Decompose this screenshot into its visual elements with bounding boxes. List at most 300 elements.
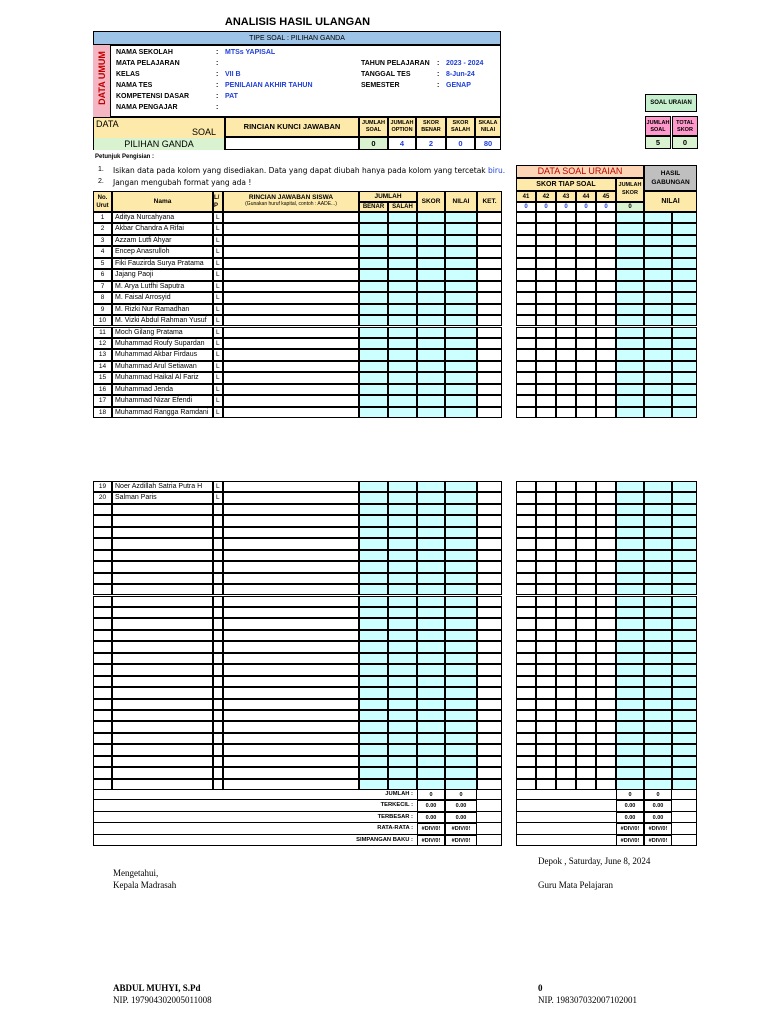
row-nama[interactable]: M. Rizki Nur Ramadhan	[112, 304, 213, 315]
row-nama[interactable]: M. Arya Lutfhi Saputra	[112, 281, 213, 292]
uraian-skor-input[interactable]	[596, 733, 616, 744]
uraian-skor-input[interactable]	[536, 372, 556, 383]
row-jawaban-input[interactable]	[223, 281, 359, 292]
row-jawaban-input[interactable]	[223, 618, 359, 629]
uraian-skor-input[interactable]	[556, 223, 576, 234]
uraian-skor-input[interactable]	[516, 573, 536, 584]
info-value[interactable]: GENAP	[446, 82, 471, 89]
uraian-skor-input[interactable]	[596, 653, 616, 664]
uraian-skor-input[interactable]	[596, 744, 616, 755]
row-lp[interactable]	[213, 584, 223, 595]
row-jawaban-input[interactable]	[223, 258, 359, 269]
row-lp[interactable]: L	[213, 349, 223, 360]
info-value[interactable]: 2023 - 2024	[446, 60, 484, 67]
uraian-skor-input[interactable]	[516, 618, 536, 629]
uraian-skor-input[interactable]	[576, 641, 596, 652]
uraian-skor-input[interactable]	[556, 676, 576, 687]
row-nama[interactable]	[112, 641, 213, 652]
row-lp[interactable]: L	[213, 212, 223, 223]
row-jawaban-input[interactable]	[223, 756, 359, 767]
pg-value[interactable]: 80	[475, 137, 501, 150]
uraian-skor-input[interactable]	[576, 504, 596, 515]
row-lp[interactable]: L	[213, 384, 223, 395]
row-nama[interactable]	[112, 607, 213, 618]
row-lp[interactable]: L	[213, 235, 223, 246]
uraian-skor-input[interactable]	[556, 618, 576, 629]
row-nama[interactable]	[112, 538, 213, 549]
uraian-skor-input[interactable]	[536, 349, 556, 360]
uraian-skor-input[interactable]	[536, 767, 556, 778]
uraian-skor-input[interactable]	[596, 481, 616, 492]
uraian-skor-input[interactable]	[576, 584, 596, 595]
uraian-skor-input[interactable]	[536, 653, 556, 664]
uraian-skor-input[interactable]	[556, 246, 576, 257]
uraian-skor-input[interactable]	[556, 538, 576, 549]
uraian-skor-input[interactable]	[556, 733, 576, 744]
uraian-skor-input[interactable]	[536, 756, 556, 767]
row-lp[interactable]: L	[213, 269, 223, 280]
row-lp[interactable]: L	[213, 315, 223, 326]
uraian-skor-input[interactable]	[596, 235, 616, 246]
uraian-skor-input[interactable]	[556, 699, 576, 710]
row-jawaban-input[interactable]	[223, 607, 359, 618]
row-lp[interactable]: L	[213, 492, 223, 503]
uraian-skor-input[interactable]	[516, 492, 536, 503]
uraian-skor-input[interactable]	[576, 573, 596, 584]
row-nama[interactable]: Muhammad Nizar Efendi	[112, 395, 213, 406]
uraian-skor-input[interactable]	[576, 538, 596, 549]
row-jawaban-input[interactable]	[223, 733, 359, 744]
row-nama[interactable]	[112, 596, 213, 607]
row-nama[interactable]: Noer Azdillah Satria Putra H	[112, 481, 213, 492]
row-nama[interactable]	[112, 664, 213, 675]
uraian-skor-input[interactable]	[596, 527, 616, 538]
uraian-skor-input[interactable]	[536, 395, 556, 406]
uraian-skor-input[interactable]	[516, 372, 536, 383]
uraian-skor-input[interactable]	[576, 315, 596, 326]
uraian-skor-input[interactable]	[556, 504, 576, 515]
row-jawaban-input[interactable]	[223, 481, 359, 492]
row-nama[interactable]: Muhammad Arul Setiawan	[112, 361, 213, 372]
uraian-skor-input[interactable]	[556, 653, 576, 664]
uraian-skor-input[interactable]	[576, 384, 596, 395]
row-nama[interactable]	[112, 676, 213, 687]
uraian-skor-input[interactable]	[596, 407, 616, 418]
uraian-skor-input[interactable]	[516, 721, 536, 732]
uraian-skor-input[interactable]	[596, 384, 616, 395]
uraian-skor-input[interactable]	[596, 538, 616, 549]
row-jawaban-input[interactable]	[223, 395, 359, 406]
row-jawaban-input[interactable]	[223, 304, 359, 315]
uraian-skor-input[interactable]	[576, 281, 596, 292]
row-lp[interactable]	[213, 573, 223, 584]
uraian-skor-input[interactable]	[596, 550, 616, 561]
row-nama[interactable]	[112, 504, 213, 515]
row-lp[interactable]: L	[213, 223, 223, 234]
uraian-skor-input[interactable]	[576, 744, 596, 755]
row-nama[interactable]: Aditya Nurcahyana	[112, 212, 213, 223]
uraian-skor-input[interactable]	[536, 258, 556, 269]
uraian-skor-input[interactable]	[556, 258, 576, 269]
uraian-skor-input[interactable]	[576, 361, 596, 372]
uraian-skor-input[interactable]	[536, 384, 556, 395]
uraian-skor-input[interactable]	[576, 710, 596, 721]
uraian-skor-input[interactable]	[556, 304, 576, 315]
row-nama[interactable]	[112, 687, 213, 698]
uraian-skor-input[interactable]	[596, 281, 616, 292]
uraian-skor-input[interactable]	[516, 338, 536, 349]
row-lp[interactable]	[213, 744, 223, 755]
row-jawaban-input[interactable]	[223, 315, 359, 326]
uraian-skor-input[interactable]	[596, 641, 616, 652]
row-jawaban-input[interactable]	[223, 338, 359, 349]
uraian-skor-input[interactable]	[576, 561, 596, 572]
uraian-skor-input[interactable]	[536, 573, 556, 584]
uraian-skor-input[interactable]	[556, 515, 576, 526]
uraian-skor-input[interactable]	[576, 304, 596, 315]
uraian-skor-input[interactable]	[516, 504, 536, 515]
row-nama[interactable]: Fiki Fauzirda Surya Pratama	[112, 258, 213, 269]
row-lp[interactable]	[213, 653, 223, 664]
uraian-skor-input[interactable]	[576, 223, 596, 234]
uraian-skor-input[interactable]	[536, 235, 556, 246]
info-value[interactable]: 8-Jun-24	[446, 71, 475, 78]
row-nama[interactable]	[112, 699, 213, 710]
row-lp[interactable]	[213, 699, 223, 710]
info-value[interactable]: VII B	[225, 71, 241, 78]
uraian-skor-input[interactable]	[576, 349, 596, 360]
row-jawaban-input[interactable]	[223, 550, 359, 561]
uraian-skor-input[interactable]	[576, 767, 596, 778]
uraian-skor-input[interactable]	[556, 315, 576, 326]
uraian-skor-input[interactable]	[516, 395, 536, 406]
pg-value[interactable]: 2	[416, 137, 446, 150]
row-lp[interactable]: L	[213, 338, 223, 349]
row-nama[interactable]: Muhammad Roufy Supardan	[112, 338, 213, 349]
soal-value[interactable]: 0	[576, 202, 596, 212]
row-jawaban-input[interactable]	[223, 269, 359, 280]
pg-value[interactable]: 0	[446, 137, 475, 150]
row-lp[interactable]: L	[213, 395, 223, 406]
uraian-skor-input[interactable]	[576, 407, 596, 418]
uraian-skor-input[interactable]	[556, 721, 576, 732]
uraian-skor-input[interactable]	[596, 630, 616, 641]
row-lp[interactable]: L	[213, 292, 223, 303]
uraian-skor-input[interactable]	[516, 653, 536, 664]
row-jawaban-input[interactable]	[223, 641, 359, 652]
row-jawaban-input[interactable]	[223, 664, 359, 675]
uraian-skor-input[interactable]	[596, 292, 616, 303]
uraian-skor-input[interactable]	[576, 756, 596, 767]
uraian-skor-input[interactable]	[576, 292, 596, 303]
uraian-skor-input[interactable]	[516, 281, 536, 292]
uraian-skor-input[interactable]	[536, 744, 556, 755]
uraian-skor-input[interactable]	[556, 767, 576, 778]
uraian-skor-input[interactable]	[576, 607, 596, 618]
uraian-skor-input[interactable]	[516, 687, 536, 698]
uraian-skor-input[interactable]	[516, 258, 536, 269]
row-lp[interactable]	[213, 550, 223, 561]
uraian-skor-input[interactable]	[516, 212, 536, 223]
uraian-skor-input[interactable]	[536, 676, 556, 687]
uraian-skor-input[interactable]	[516, 664, 536, 675]
uraian-skor-input[interactable]	[576, 327, 596, 338]
uraian-skor-input[interactable]	[576, 258, 596, 269]
row-lp[interactable]: L	[213, 281, 223, 292]
uraian-skor-input[interactable]	[556, 561, 576, 572]
uraian-skor-input[interactable]	[516, 733, 536, 744]
row-nama[interactable]	[112, 550, 213, 561]
uraian-skor-input[interactable]	[516, 641, 536, 652]
uraian-skor-input[interactable]	[536, 527, 556, 538]
uraian-skor-input[interactable]	[536, 304, 556, 315]
row-lp[interactable]: L	[213, 327, 223, 338]
uraian-skor-input[interactable]	[556, 687, 576, 698]
row-lp[interactable]	[213, 538, 223, 549]
uraian-skor-input[interactable]	[536, 292, 556, 303]
uraian-skor-input[interactable]	[536, 327, 556, 338]
uraian-skor-input[interactable]	[556, 664, 576, 675]
uraian-skor-input[interactable]	[516, 550, 536, 561]
uraian-skor-input[interactable]	[556, 235, 576, 246]
row-nama[interactable]: Salman Paris	[112, 492, 213, 503]
uraian-skor-input[interactable]	[536, 699, 556, 710]
uraian-skor-input[interactable]	[556, 481, 576, 492]
uraian-skor-input[interactable]	[516, 349, 536, 360]
uraian-skor-input[interactable]	[556, 349, 576, 360]
row-nama[interactable]	[112, 767, 213, 778]
uraian-skor-input[interactable]	[596, 212, 616, 223]
row-nama[interactable]: Azzam Lutfi Ahyar	[112, 235, 213, 246]
uraian-skor-input[interactable]	[516, 607, 536, 618]
soal-value[interactable]: 0	[596, 202, 616, 212]
uraian-skor-input[interactable]	[596, 492, 616, 503]
row-nama[interactable]	[112, 630, 213, 641]
row-jawaban-input[interactable]	[223, 492, 359, 503]
uraian-skor-input[interactable]	[516, 361, 536, 372]
pg-value[interactable]: 4	[388, 137, 416, 150]
row-lp[interactable]	[213, 687, 223, 698]
uraian-skor-input[interactable]	[516, 269, 536, 280]
row-jawaban-input[interactable]	[223, 515, 359, 526]
uraian-skor-input[interactable]	[536, 550, 556, 561]
uraian-skor-input[interactable]	[596, 687, 616, 698]
uraian-skor-input[interactable]	[536, 223, 556, 234]
uraian-skor-input[interactable]	[556, 630, 576, 641]
uraian-skor-input[interactable]	[516, 710, 536, 721]
uraian-skor-input[interactable]	[596, 676, 616, 687]
uraian-skor-input[interactable]	[576, 395, 596, 406]
uraian-skor-input[interactable]	[576, 664, 596, 675]
uraian-skor-input[interactable]	[596, 699, 616, 710]
soal-value[interactable]: 0	[556, 202, 576, 212]
uraian-skor-input[interactable]	[536, 481, 556, 492]
uraian-skor-input[interactable]	[536, 721, 556, 732]
row-lp[interactable]	[213, 618, 223, 629]
row-jawaban-input[interactable]	[223, 699, 359, 710]
uraian-skor-input[interactable]	[516, 246, 536, 257]
info-value[interactable]: MTSs YAPISAL	[225, 49, 276, 56]
row-lp[interactable]: L	[213, 407, 223, 418]
uraian-skor-input[interactable]	[596, 338, 616, 349]
row-lp[interactable]	[213, 527, 223, 538]
uraian-skor-input[interactable]	[536, 515, 556, 526]
row-lp[interactable]	[213, 504, 223, 515]
uraian-skor-input[interactable]	[556, 596, 576, 607]
row-lp[interactable]: L	[213, 481, 223, 492]
row-nama[interactable]	[112, 710, 213, 721]
row-lp[interactable]	[213, 710, 223, 721]
uraian-skor-input[interactable]	[576, 630, 596, 641]
uraian-skor-input[interactable]	[536, 315, 556, 326]
uraian-skor-input[interactable]	[596, 584, 616, 595]
row-nama[interactable]	[112, 756, 213, 767]
row-lp[interactable]	[213, 721, 223, 732]
uraian-skor-input[interactable]	[536, 664, 556, 675]
uraian-skor-input[interactable]	[536, 607, 556, 618]
uraian-skor-input[interactable]	[576, 481, 596, 492]
uraian-skor-input[interactable]	[556, 573, 576, 584]
soal-value[interactable]: 0	[536, 202, 556, 212]
uraian-skor-input[interactable]	[516, 596, 536, 607]
uraian-skor-input[interactable]	[516, 676, 536, 687]
row-jawaban-input[interactable]	[223, 407, 359, 418]
uraian-skor-input[interactable]	[536, 538, 556, 549]
uraian-skor-input[interactable]	[576, 527, 596, 538]
uraian-skor-input[interactable]	[536, 246, 556, 257]
row-jawaban-input[interactable]	[223, 561, 359, 572]
uraian-skor-input[interactable]	[596, 269, 616, 280]
uraian-skor-input[interactable]	[576, 699, 596, 710]
uraian-skor-input[interactable]	[536, 641, 556, 652]
uraian-skor-input[interactable]	[576, 596, 596, 607]
uraian-skor-input[interactable]	[596, 756, 616, 767]
row-lp[interactable]: L	[213, 304, 223, 315]
uraian-skor-input[interactable]	[556, 744, 576, 755]
uraian-skor-input[interactable]	[536, 596, 556, 607]
row-jawaban-input[interactable]	[223, 349, 359, 360]
uraian-skor-input[interactable]	[596, 515, 616, 526]
uraian-skor-input[interactable]	[516, 515, 536, 526]
row-nama[interactable]: M. Vizki Abdul Rahman Yusuf	[112, 315, 213, 326]
row-jawaban-input[interactable]	[223, 573, 359, 584]
uraian-skor-input[interactable]	[556, 550, 576, 561]
uraian-skor-input[interactable]	[516, 584, 536, 595]
row-jawaban-input[interactable]	[223, 292, 359, 303]
row-jawaban-input[interactable]	[223, 596, 359, 607]
row-jawaban-input[interactable]	[223, 584, 359, 595]
row-jawaban-input[interactable]	[223, 710, 359, 721]
uraian-skor-input[interactable]	[536, 630, 556, 641]
uraian-skor-input[interactable]	[576, 687, 596, 698]
uraian-skor-input[interactable]	[556, 395, 576, 406]
uraian-skor-input[interactable]	[516, 767, 536, 778]
uraian-skor-input[interactable]	[596, 258, 616, 269]
row-jawaban-input[interactable]	[223, 246, 359, 257]
uraian-skor-input[interactable]	[576, 676, 596, 687]
row-jawaban-input[interactable]	[223, 630, 359, 641]
row-lp[interactable]	[213, 676, 223, 687]
row-nama[interactable]: M. Faisal Arrosyid	[112, 292, 213, 303]
row-lp[interactable]: L	[213, 246, 223, 257]
uraian-skor-input[interactable]	[516, 327, 536, 338]
row-nama[interactable]	[112, 744, 213, 755]
row-jawaban-input[interactable]	[223, 327, 359, 338]
row-jawaban-input[interactable]	[223, 687, 359, 698]
row-jawaban-input[interactable]	[223, 361, 359, 372]
uraian-skor-input[interactable]	[556, 584, 576, 595]
row-nama[interactable]	[112, 561, 213, 572]
row-nama[interactable]: Muhammad Akbar Firdaus	[112, 349, 213, 360]
uraian-skor-input[interactable]	[596, 246, 616, 257]
uraian-skor-input[interactable]	[576, 338, 596, 349]
uraian-skor-input[interactable]	[536, 212, 556, 223]
row-jawaban-input[interactable]	[223, 721, 359, 732]
uraian-skor-input[interactable]	[596, 504, 616, 515]
row-jawaban-input[interactable]	[223, 527, 359, 538]
uraian-skor-input[interactable]	[516, 561, 536, 572]
row-nama[interactable]	[112, 653, 213, 664]
row-lp[interactable]: L	[213, 372, 223, 383]
uraian-skor-input[interactable]	[556, 361, 576, 372]
uraian-skor-input[interactable]	[556, 281, 576, 292]
row-jawaban-input[interactable]	[223, 653, 359, 664]
uraian-skor-input[interactable]	[516, 315, 536, 326]
row-lp[interactable]	[213, 756, 223, 767]
uraian-skor-input[interactable]	[556, 607, 576, 618]
row-nama[interactable]	[112, 527, 213, 538]
row-lp[interactable]	[213, 733, 223, 744]
uraian-skor-input[interactable]	[536, 687, 556, 698]
row-jawaban-input[interactable]	[223, 767, 359, 778]
uraian-skor-input[interactable]	[536, 618, 556, 629]
uraian-skor-input[interactable]	[596, 767, 616, 778]
row-jawaban-input[interactable]	[223, 223, 359, 234]
row-nama[interactable]: Muhammad Haikal Al Fariz	[112, 372, 213, 383]
uraian-skor-input[interactable]	[556, 384, 576, 395]
uraian-skor-input[interactable]	[596, 607, 616, 618]
row-nama[interactable]: Encep Anasrulloh	[112, 246, 213, 257]
uraian-skor-input[interactable]	[576, 246, 596, 257]
uraian-skor-input[interactable]	[516, 384, 536, 395]
row-lp[interactable]	[213, 630, 223, 641]
uraian-skor-input[interactable]	[536, 710, 556, 721]
uraian-skor-input[interactable]	[596, 361, 616, 372]
row-lp[interactable]: L	[213, 361, 223, 372]
row-jawaban-input[interactable]	[223, 384, 359, 395]
soal-value[interactable]: 0	[516, 202, 536, 212]
info-value[interactable]: PENILAIAN AKHIR TAHUN	[225, 82, 313, 89]
uraian-skor-input[interactable]	[536, 361, 556, 372]
row-nama[interactable]: Muhammad Jenda	[112, 384, 213, 395]
uraian-skor-input[interactable]	[516, 538, 536, 549]
uraian-skor-input[interactable]	[576, 733, 596, 744]
kunci-jawaban-input[interactable]	[225, 137, 359, 150]
row-nama[interactable]	[112, 721, 213, 732]
uraian-skor-input[interactable]	[576, 235, 596, 246]
uraian-skor-input[interactable]	[536, 338, 556, 349]
uraian-skor-input[interactable]	[516, 235, 536, 246]
uraian-skor-input[interactable]	[596, 327, 616, 338]
uraian-skor-input[interactable]	[596, 349, 616, 360]
row-lp[interactable]: L	[213, 258, 223, 269]
uraian-skor-input[interactable]	[576, 212, 596, 223]
uraian-skor-input[interactable]	[596, 561, 616, 572]
uraian-skor-input[interactable]	[516, 527, 536, 538]
uraian-skor-input[interactable]	[516, 292, 536, 303]
uraian-skor-input[interactable]	[596, 721, 616, 732]
row-nama[interactable]	[112, 584, 213, 595]
